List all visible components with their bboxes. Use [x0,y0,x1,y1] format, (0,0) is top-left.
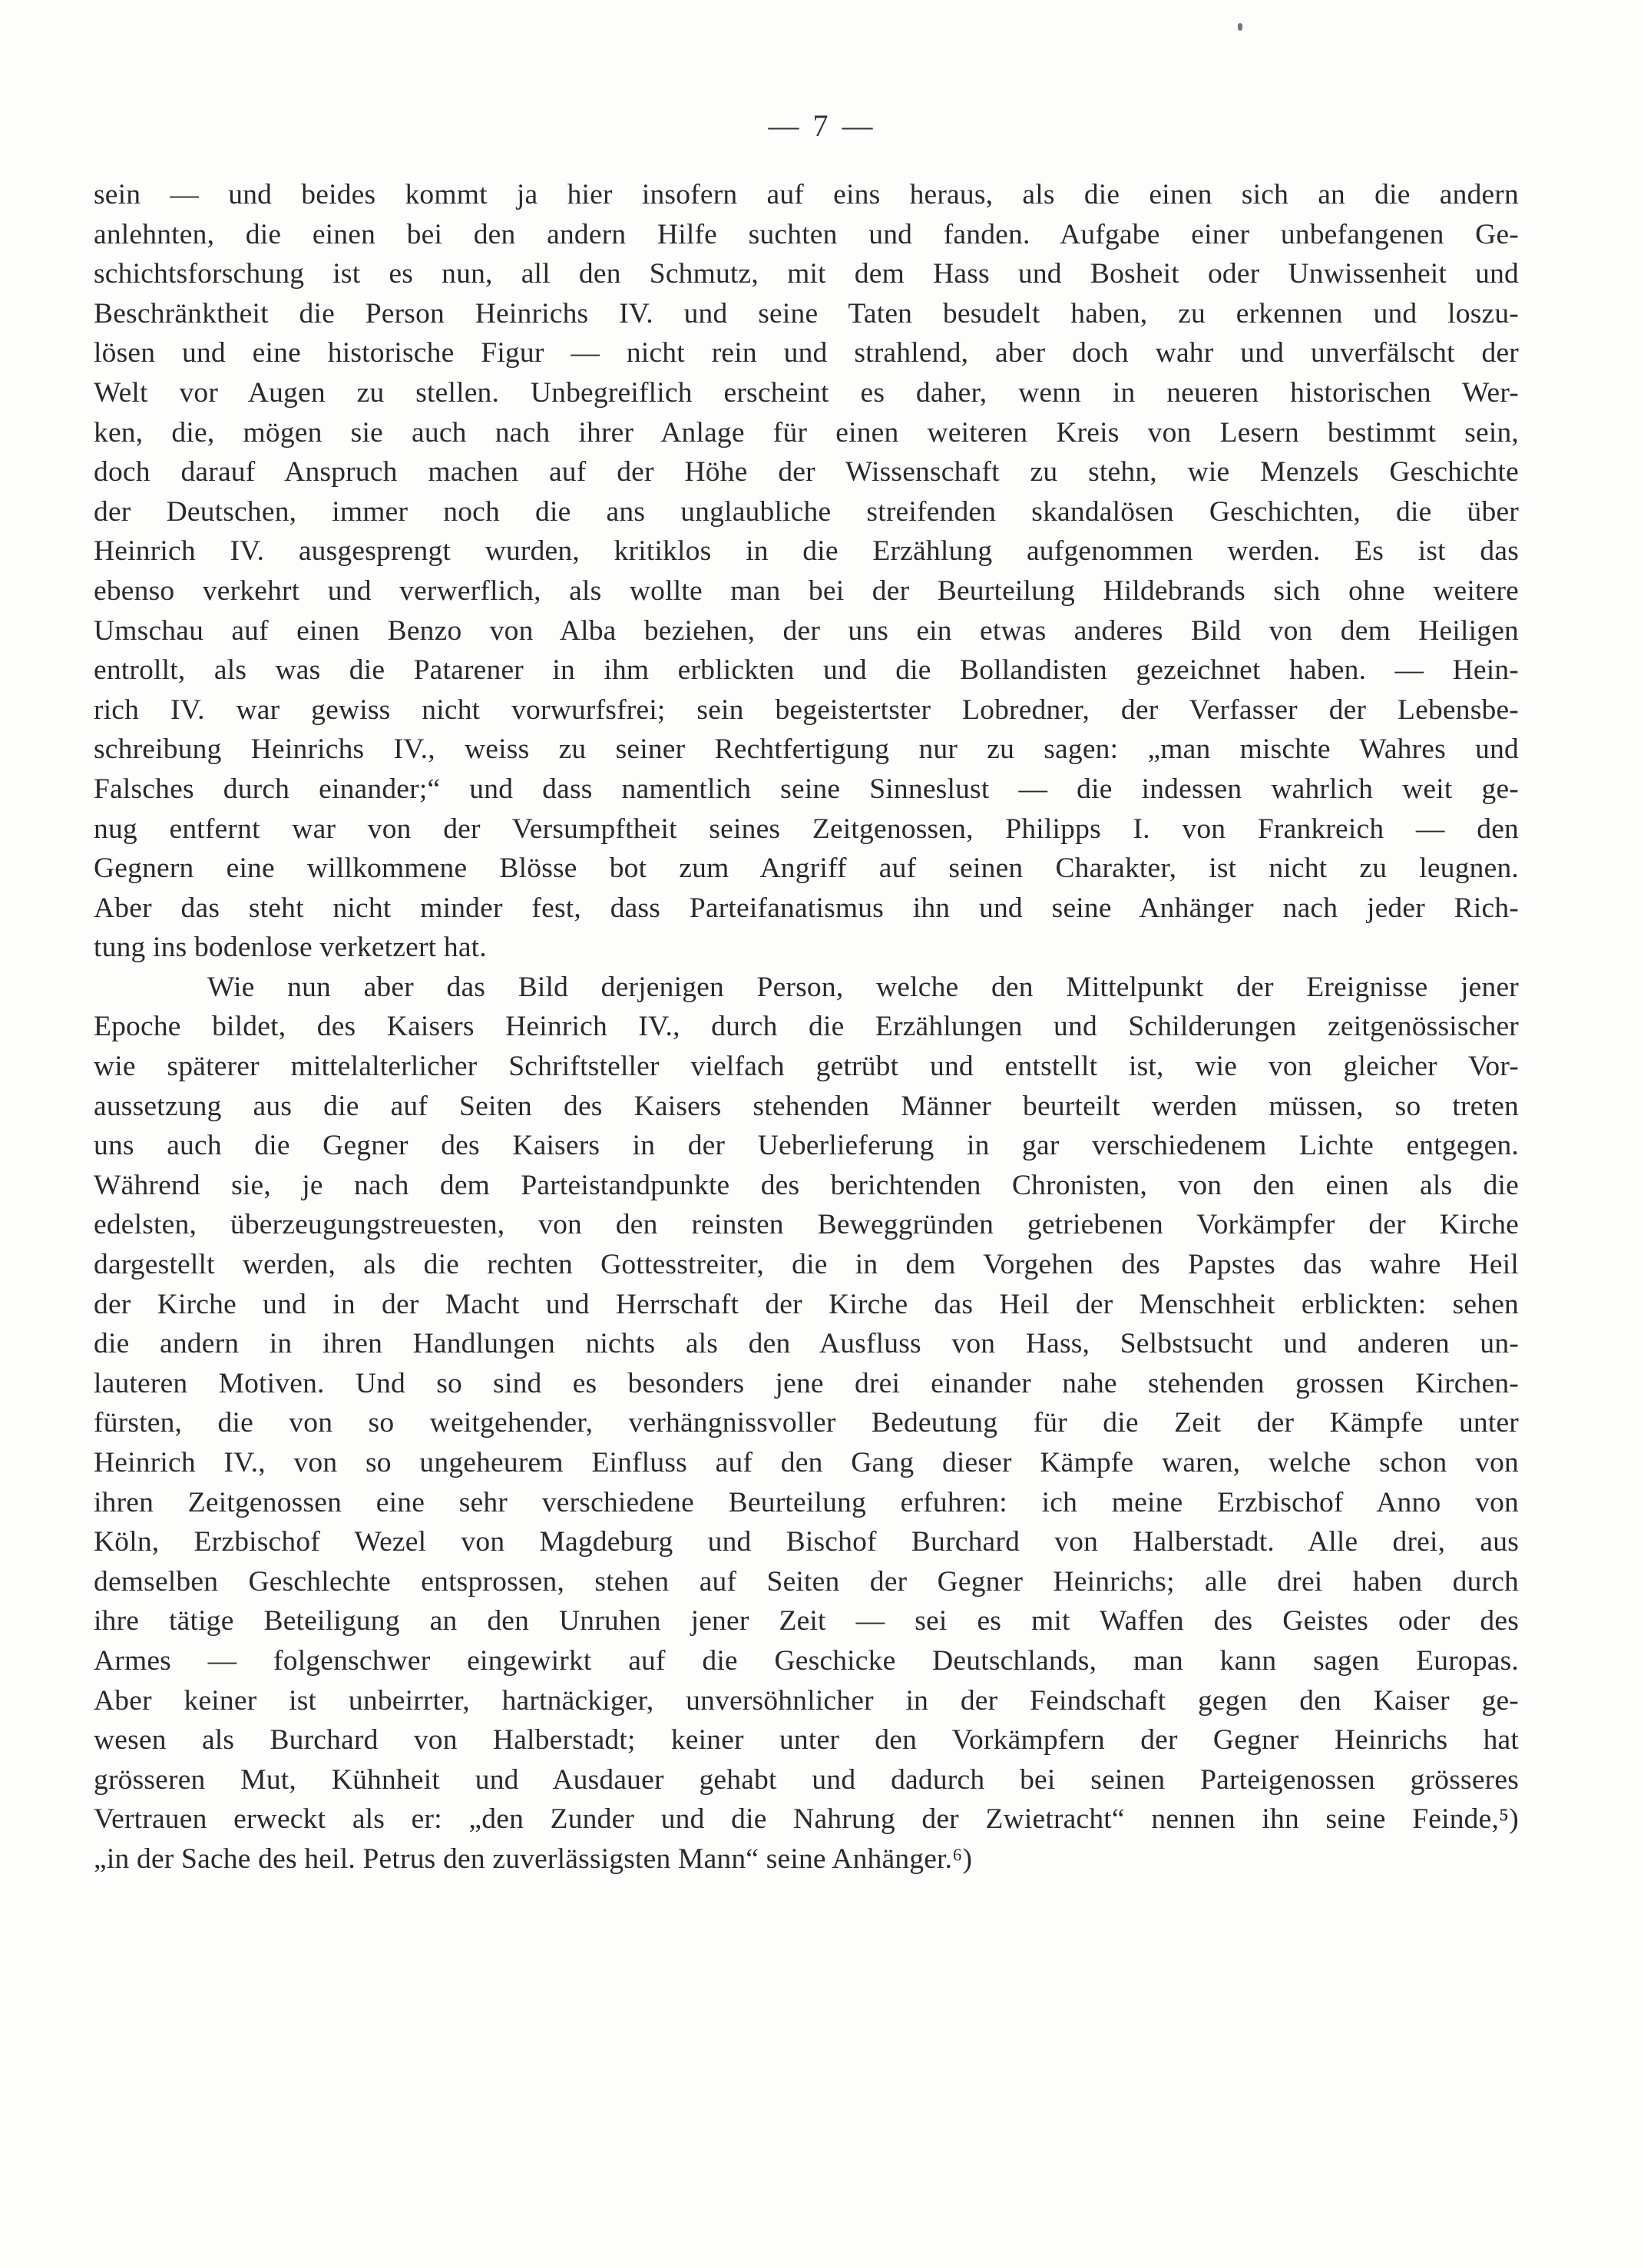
text-line: lauteren Motiven. Und so sind es besonders jene drei einander nahe stehenden grossen Kirchen- [94,1367,1519,1399]
text-line: entrollt, als was die Patarener in ihm erblickten und die Bollandisten gezeichnet haben. — Hein- [94,654,1519,687]
text-line: Gegnern eine willkommene Blösse bot zum Angriff auf seinen Charakter, ist nicht zu leugnen. [94,853,1519,885]
text-line: ken, die, mögen sie auch nach ihrer Anlage für einen weiteren Kreis von Lesern bestimmt sein, [94,416,1519,449]
text-line: fürsten, die von so weitgehender, verhängnissvoller Bedeutung für die Zeit der Kämpfe unter [94,1407,1519,1439]
text-line: doch darauf Anspruch machen auf der Höhe der Wissenschaft zu stehn, wie Menzels Geschichte [94,456,1519,488]
text-line: wie späterer mittelalterlicher Schriftsteller vielfach getrübt und entstellt ist, wie von gleicher Vor- [94,1051,1519,1083]
text-line: grösseren Mut, Kühnheit und Ausdauer gehabt und dadurch bei seinen Parteigenossen grösseres [94,1763,1519,1796]
text-line: rich IV. war gewiss nicht vorwurfsfrei; sein begeistertster Lobredner, der Verfasser der Lebensbe- [94,694,1519,726]
paragraph-1 [94,175,1519,968]
text-line: Heinrich IV. ausgesprengt wurden, kritiklos in die Erzählung aufgenommen werden. Es ist das [94,535,1519,568]
text-line: schichtsforschung ist es nun, all den Schmutz, mit dem Hass und Bosheit oder Unwissenheit und [94,258,1519,290]
paragraph-2 [94,968,1519,1879]
text-line: lösen und eine historische Figur — nicht rein und strahlend, aber doch wahr und unverfälscht der [94,337,1519,369]
text-line: dargestellt werden, als die rechten Gottesstreiter, die in dem Vorgehen des Papstes das wahre Heil [94,1249,1519,1281]
text-line: die andern in ihren Handlungen nichts als den Ausfluss von Hass, Selbstsucht und anderen un- [94,1328,1519,1360]
text-line: Während sie, je nach dem Parteistandpunkte des berichtenden Chronisten, von den einen als die [94,1169,1519,1201]
text-line: Beschränktheit die Person Heinrichs IV. und seine Taten besudelt haben, zu erkennen und loszu- [94,297,1519,329]
text-line: Falsches durch einander;“ und dass namentlich seine Sinneslust — die indessen wahrlich weit ge- [94,773,1519,805]
text-line: „in der Sache des heil. Petrus den zuverlässigsten Mann“ seine Anhänger.⁶) [94,1843,973,1875]
text-line: Köln, Erzbischof Wezel von Magdeburg und Bischof Burchard von Halberstadt. Alle drei, aus [94,1526,1519,1558]
text-line: der Kirche und in der Macht und Herrschaft der Kirche das Heil der Menschheit erblickten: sehen [94,1288,1519,1320]
text-line: aussetzung aus die auf Seiten des Kaisers stehenden Männer beurteilt werden müssen, so treten [94,1090,1519,1122]
text-line: Aber keiner ist unbeirrter, hartnäckiger, unversöhnlicher in der Feindschaft gegen den Kaiser ge- [94,1684,1519,1717]
text-line: Armes — folgenschwer eingewirkt auf die Geschicke Deutschlands, man kann sagen Europas. [94,1644,1519,1677]
text-line: nug entfernt war von der Versumpftheit seines Zeitgenossen, Philipps I. von Frankreich — den [94,813,1519,845]
text-line: Welt vor Augen zu stellen. Unbegreiflich erscheint es daher, wenn in neueren historischen Wer- [94,376,1519,409]
text-line: schreibung Heinrichs IV., weiss zu seiner Rechtfertigung nur zu sagen: „man mischte Wahres und [94,733,1519,766]
text-line: Epoche bildet, des Kaisers Heinrich IV., durch die Erzählungen und Schilderungen zeitgenössischer [94,1011,1519,1043]
text-line: Vertrauen erweckt als er: „den Zunder und die Nahrung der Zwietracht“ nennen ihn seine Feinde,⁵) [94,1803,1519,1836]
text-line: Aber das steht nicht minder fest, dass Parteifanatismus ihn und seine Anhänger nach jeder Rich- [94,892,1519,924]
text-line: anlehnten, die einen bei den andern Hilfe suchten und fanden. Aufgabe einer unbefangenen Ge- [94,218,1519,250]
text-line: ebenso verkehrt und verwerflich, als wollte man bei der Beurteilung Hildebrands sich ohne weitere [94,574,1519,607]
body-text [94,175,1519,1879]
page-number: — 7 — [768,108,876,143]
text-line: edelsten, überzeugungstreuesten, von den reinsten Beweggründen getriebenen Vorkämpfer der Kirche [94,1209,1519,1241]
text-line: tung ins bodenlose verketzert hat. [94,932,487,964]
text-line: Wie nun aber das Bild derjenigen Person, welche den Mittelpunkt der Ereignisse jener [207,971,1519,1003]
text-line: ihren Zeitgenossen eine sehr verschiedene Beurteilung erfuhren: ich meine Erzbischof Anno von [94,1486,1519,1518]
text-line: der Deutschen, immer noch die ans unglaubliche streifenden skandalösen Geschichten, die über [94,495,1519,528]
text-line: ihre tätige Beteiligung an den Unruhen jener Zeit — sei es mit Waffen des Geistes oder des [94,1605,1519,1637]
text-line: wesen als Burchard von Halberstadt; keiner unter den Vorkämpfern der Gegner Heinrichs hat [94,1724,1519,1756]
text-line: sein — und beides kommt ja hier insofern auf eins heraus, als die einen sich an die andern [94,179,1519,210]
print-speck-mark [1238,23,1242,31]
text-line: Heinrich IV., von so ungeheurem Einfluss auf den Gang dieser Kämpfe waren, welche schon von [94,1447,1519,1478]
text-line: Umschau auf einen Benzo von Alba beziehen, der uns ein etwas anderes Bild von dem Heiligen [94,614,1519,647]
text-line: demselben Geschlechte entsprossen, stehen auf Seiten der Gegner Heinrichs; alle drei haben durch [94,1565,1519,1598]
text-line: uns auch die Gegner des Kaisers in der Ueberlieferung in gar verschiedenem Lichte entgegen. [94,1130,1519,1162]
